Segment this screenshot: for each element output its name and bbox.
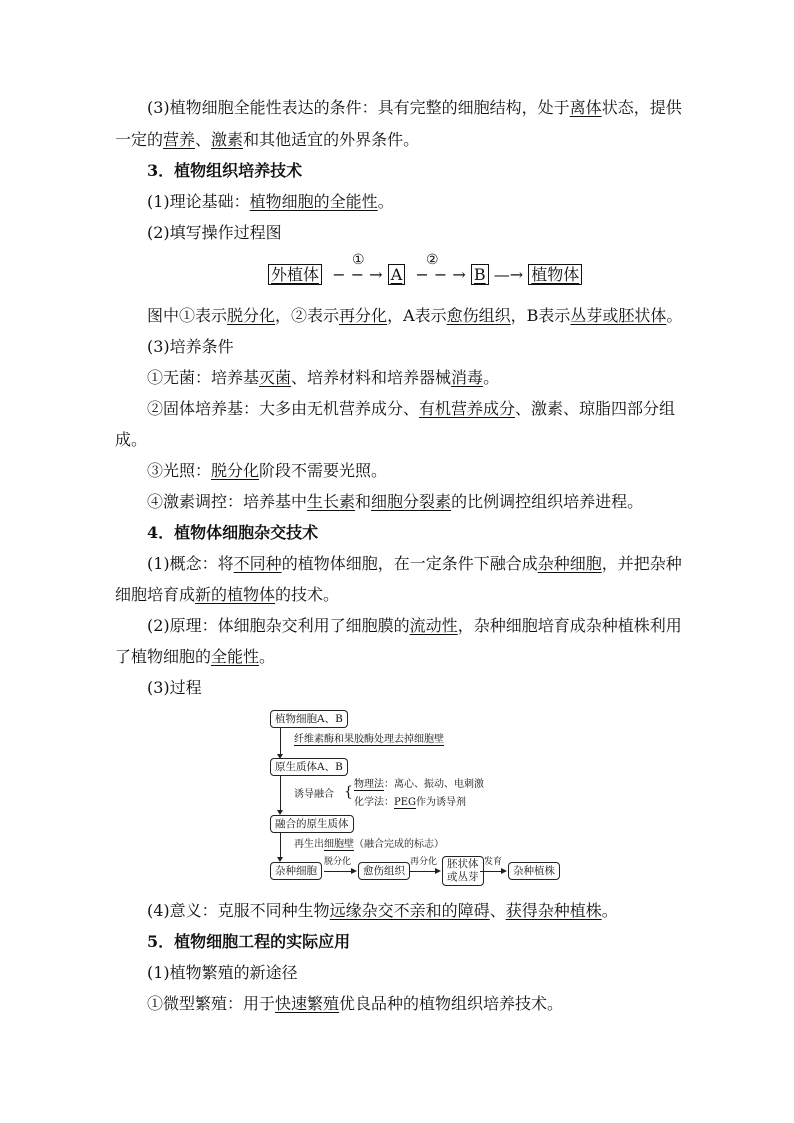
step-marker-2: ② bbox=[426, 252, 439, 268]
arrow-right-icon bbox=[351, 868, 357, 874]
answer-blank: 离体 bbox=[569, 98, 602, 117]
dashed-arrow-icon: − − → bbox=[327, 265, 383, 284]
flow-box-callus: 愈伤组织 bbox=[358, 862, 410, 880]
paragraph-propagation: (1)植物繁殖的新途径 bbox=[147, 963, 298, 982]
paragraph-significance: (4)意义：克服不同种生物远缘杂交不亲和的障碍、获得杂种植株。 bbox=[147, 901, 618, 920]
answer-blank: 植物细胞的全能性 bbox=[249, 192, 378, 211]
paragraph-micropropagation: ①微型繁殖：用于快速繁殖优良品种的植物组织培养技术。 bbox=[147, 994, 564, 1013]
flow-physical-method: 物理法：离心、振动、电刺激 bbox=[354, 779, 484, 790]
paragraph-hormone: ④激素调控：培养基中生长素和细胞分裂素的比例调控组织培养进程。 bbox=[147, 492, 644, 511]
paragraph-light: ③光照：脱分化阶段不需要光照。 bbox=[147, 461, 388, 480]
process-a-box: A bbox=[388, 264, 406, 285]
section-heading-5: 5．植物细胞工程的实际应用 bbox=[147, 932, 351, 951]
flow-box-fused-protoplast: 融合的原生质体 bbox=[270, 815, 354, 833]
paragraph-procedure-title: (3)过程 bbox=[147, 678, 202, 697]
process-b-box: B bbox=[471, 264, 489, 285]
section-heading-3: 3．植物组织培养技术 bbox=[147, 161, 303, 180]
process-flow bbox=[268, 265, 582, 285]
flow-induce-fusion: 诱导融合 bbox=[294, 789, 334, 800]
flow-arrow-label-dedifferentiation: 脱分化 bbox=[324, 857, 352, 867]
arrow-right-icon bbox=[435, 868, 441, 874]
flow-box-embryoid: 胚状体 或丛芽 bbox=[442, 856, 484, 886]
brace-icon: { bbox=[344, 784, 353, 800]
dashed-arrow-icon: − − → bbox=[410, 265, 466, 284]
flow-regen-wall: 再生出细胞壁（融合完成的标志） bbox=[294, 839, 444, 850]
flow-box-plant-cells: 植物细胞A、B bbox=[270, 710, 348, 728]
paragraph-principle-cont: 了植物细胞的全能性。 bbox=[115, 647, 276, 666]
paragraph-concept-cont: 细胞培育成新的植物体的技术。 bbox=[115, 585, 340, 604]
paragraph-theory: (1)理论基础：植物细胞的全能性。 bbox=[147, 192, 394, 211]
process-start-box: 外植体 bbox=[268, 264, 322, 285]
answer-blank: 营养 bbox=[163, 130, 196, 149]
arrow-right-icon bbox=[501, 868, 507, 874]
paragraph-concept: (1)概念：将不同种的植物体细胞，在一定条件下融合成杂种细胞，并把杂种 bbox=[147, 554, 682, 573]
arrow-icon: —→ bbox=[493, 265, 524, 284]
flow-arrow-label-develop: 发育 bbox=[484, 857, 503, 867]
paragraph-diagram-explain: 图中①表示脱分化，②表示再分化，A表示愈伤组织，B表示丛芽或胚状体。 bbox=[147, 306, 683, 325]
section-heading-4: 4．植物体细胞杂交技术 bbox=[147, 523, 319, 542]
fusion-flow-diagram bbox=[266, 708, 516, 888]
process-end-box: 植物体 bbox=[528, 264, 582, 285]
step-marker-1: ① bbox=[352, 252, 365, 268]
paragraph-medium: ②固体培养基：大多由无机营养成分、有机营养成分、激素、琼脂四部分组 bbox=[147, 399, 676, 418]
flow-box-hybrid-plant: 杂种植株 bbox=[508, 862, 560, 880]
flow-chemical-method: 化学法：PEG作为诱导剂 bbox=[354, 797, 467, 808]
flow-box-protoplast: 原生质体A、B bbox=[270, 758, 348, 776]
paragraph-conditions-cont: 一定的营养、激素和其他适宜的外界条件。 bbox=[115, 130, 420, 149]
flow-box-hybrid-cell: 杂种细胞 bbox=[270, 862, 322, 880]
paragraph-principle: (2)原理：体细胞杂交利用了细胞膜的流动性，杂种细胞培育成杂种植株利用 bbox=[147, 616, 682, 635]
answer-blank: 激素 bbox=[211, 130, 244, 149]
flow-step-enzyme: 纤维素酶和果胶酶处理去掉细胞壁 bbox=[294, 734, 444, 745]
paragraph-sterile: ①无菌：培养基灭菌、培养材料和培养器械消毒。 bbox=[147, 368, 500, 387]
paragraph-culture-title: (3)培养条件 bbox=[147, 337, 234, 356]
paragraph-process-title: (2)填写操作过程图 bbox=[147, 223, 282, 242]
flow-arrow-label-redifferentiation: 再分化 bbox=[410, 857, 438, 867]
paragraph-medium-cont: 成。 bbox=[115, 430, 148, 449]
paragraph-conditions: (3)植物细胞全能性表达的条件：具有完整的细胞结构，处于离体状态，提供 bbox=[147, 98, 682, 117]
